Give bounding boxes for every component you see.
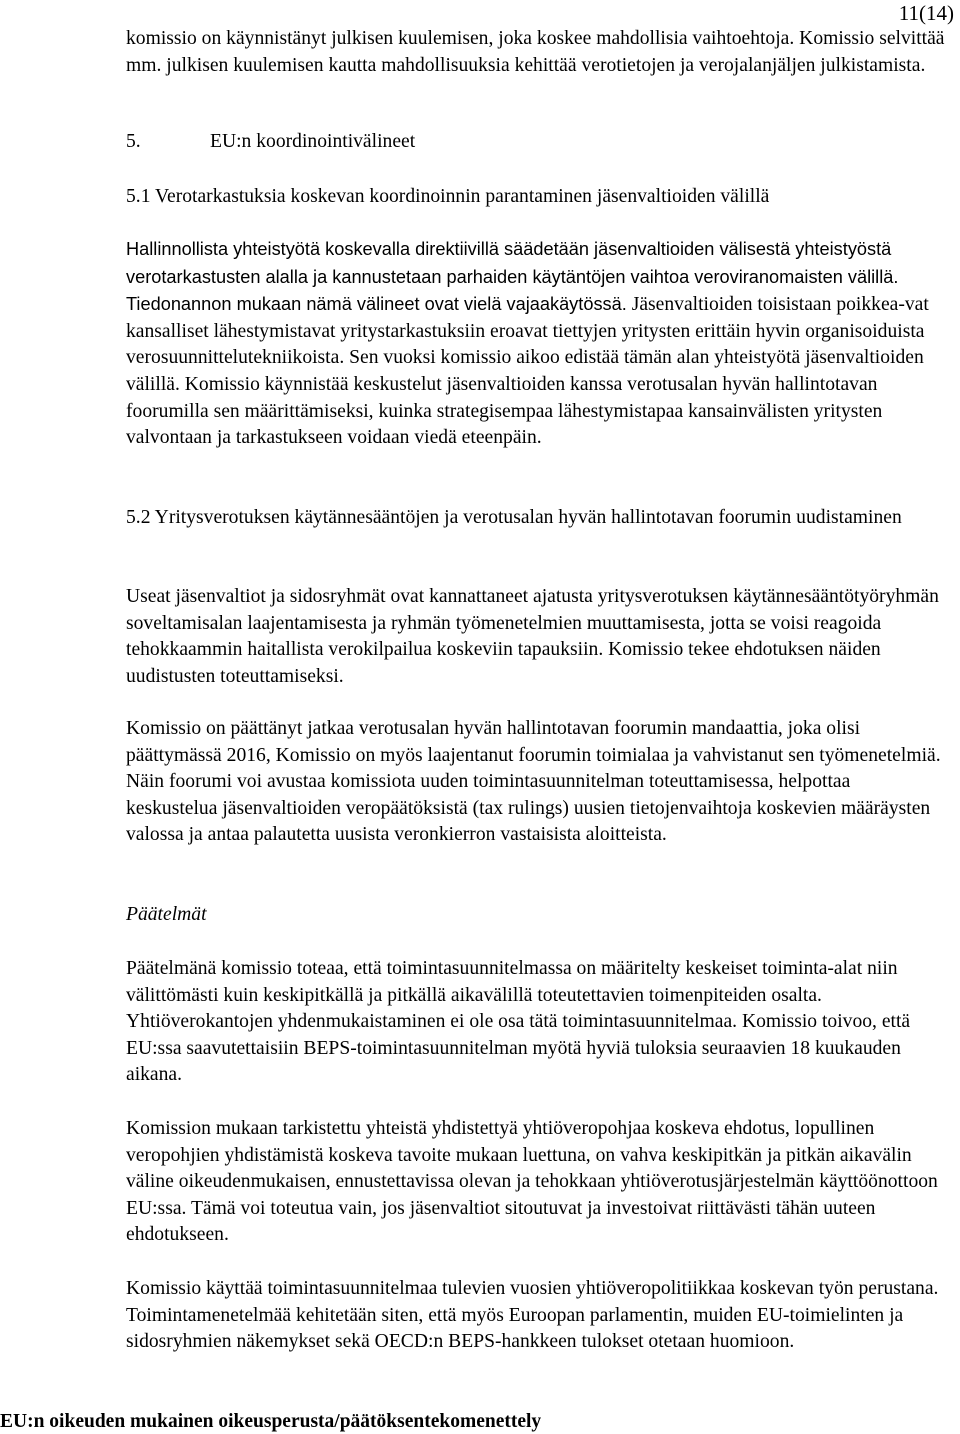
section-5-1-paragraph-2: Jäsenvaltioiden toisistaan poikkea-vat kansalliset lähestymistavat yritystarkastuksiin eroavat tiettyjen yritysten erittäin hyvin organisoiduista verosuunnittelutekniikoista. Sen vuoksi komissio aikoo edistää tämän alan yhteistyötä jäsenvaltioiden välillä. Komissio käynnistää keskustelut jäsenvaltioiden kanssa verotusalan hyvän hallintotavan foorumilla sen määrittämiseksi, kuinka strategisempaa lähestymistapaa kansainvälisten yritysten valvontaan ja tarkastukseen voidaan viedä eteenpäin. <box>126 294 929 449</box>
section-5-2-heading: 5.2 Yritysverotuksen käytännesääntöjen ja verotusalan hyvän hallintotavan foorumin uudistaminen <box>126 507 902 528</box>
conclusions-heading: Päätelmät <box>126 904 207 925</box>
footer-heading: EU:n oikeuden mukainen oikeusperusta/päätöksentekomenettely <box>0 1411 542 1432</box>
intro-paragraph: komissio on käynnistänyt julkisen kuulemisen, joka koskee mahdollisia vaihtoehtoja. Komissio selvittää mm. julkisen kuulemisen kautta mahdollisuuksia kehittää verotietojen ja verojalanjäljen julkistamista. <box>126 28 945 76</box>
section-5-1-body <box>126 236 946 452</box>
conclusions-paragraph-2: Komission mukaan tarkistettu yhteistä yhdistettyä yhtiöveropohjaa koskeva ehdotus, lopullinen veropohjien yhdistämistä koskeva tavoite mukaan luettuna, on vahva keskipitkän ja pitkän aikavälin väline oikeudenmukaisen, ennustettavissa olevan ja tehokkaan yhtiöverotusjärjestelmän käyttöönottoon EU:ssa. Tämä voi toteutua vain, jos jäsenvaltiot sitoutuvat ja investoivat riittävästi tähän uuteen ehdotukseen. <box>126 1118 938 1246</box>
section-5-2-paragraph-1: Useat jäsenvaltiot ja sidosryhmät ovat kannattaneet ajatusta yritysverotuksen käytännesääntötyöryhmän soveltamisalan laajentamisesta ja ryhmän työmenetelmien muuttamisesta, jotta se voisi reagoida tehokkaammin haitallista verokilpailua koskeviin tapauksiin. Komissio tekee ehdotuksen näiden uudistusten toteuttamiseksi. <box>126 586 939 687</box>
section-5-1-heading: 5.1 Verotarkastuksia koskevan koordinoinnin parantaminen jäsenvaltioiden välillä <box>126 186 770 207</box>
section-5-title: EU:n koordinointivälineet <box>210 131 416 152</box>
section-5-heading <box>126 129 946 156</box>
conclusions-paragraph-1: Päätelmänä komissio toteaa, että toimintasuunnitelmassa on määritelty keskeiset toiminta-alat niin välittömästi kuin keskipitkällä ja pitkällä aikavälillä toteutettavien toimenpiteiden osalta. Yhtiöverokantojen yhdenmukaistaminen ei ole osa tätä toimintasuunnitelmaa. Komissio toivoo, että EU:ssa saavutettaisiin BEPS-toimintasuunnitelman myötä hyviä tuloksia seuraavien 18 kuukauden aikana. <box>126 958 911 1086</box>
page-number: 11(14) <box>898 1 954 25</box>
section-5-number: 5. <box>126 131 141 152</box>
section-5-1-paragraph: Hallinnollista yhteistyötä koskevalla direktiivillä säädetään jäsenvaltioiden välisestä yhteistyöstä verotarkastusten alalla ja kannustetaan parhaiden käytäntöjen vaihtoa veroviranomaisten välillä. Tiedonannon mukaan nämä välineet ovat vielä vajaakäytössä. <box>126 239 899 315</box>
conclusions-paragraph-3: Komissio käyttää toimintasuunnitelmaa tulevien vuosien yhtiöveropolitiikkaa koskevan työn perustana. Toimintamenetelmää kehitetään siten, että myös Euroopan parlamentin, muiden EU-toimielinten ja sidosryhmien näkemykset sekä OECD:n BEPS-hankkeen tulokset otetaan huomioon. <box>126 1278 939 1353</box>
section-5-2-paragraph-2: Komissio on päättänyt jatkaa verotusalan hyvän hallintotavan foorumin mandaattia, joka olisi päättymässä 2016, Komissio on myös laajentanut foorumin toimialaa ja vahvistanut sen työmenetelmiä. Näin foorumi voi avustaa komissiota uuden toimintasuunnitelman toteuttamisessa, helpottaa keskustelua jäsenvaltioiden veropäätöksistä (tax rulings) uusien tietojenvaihtoja koskevien määräysten valossa ja antaa palautetta uusista veronkierron vastaisista aloitteista. <box>126 718 941 846</box>
